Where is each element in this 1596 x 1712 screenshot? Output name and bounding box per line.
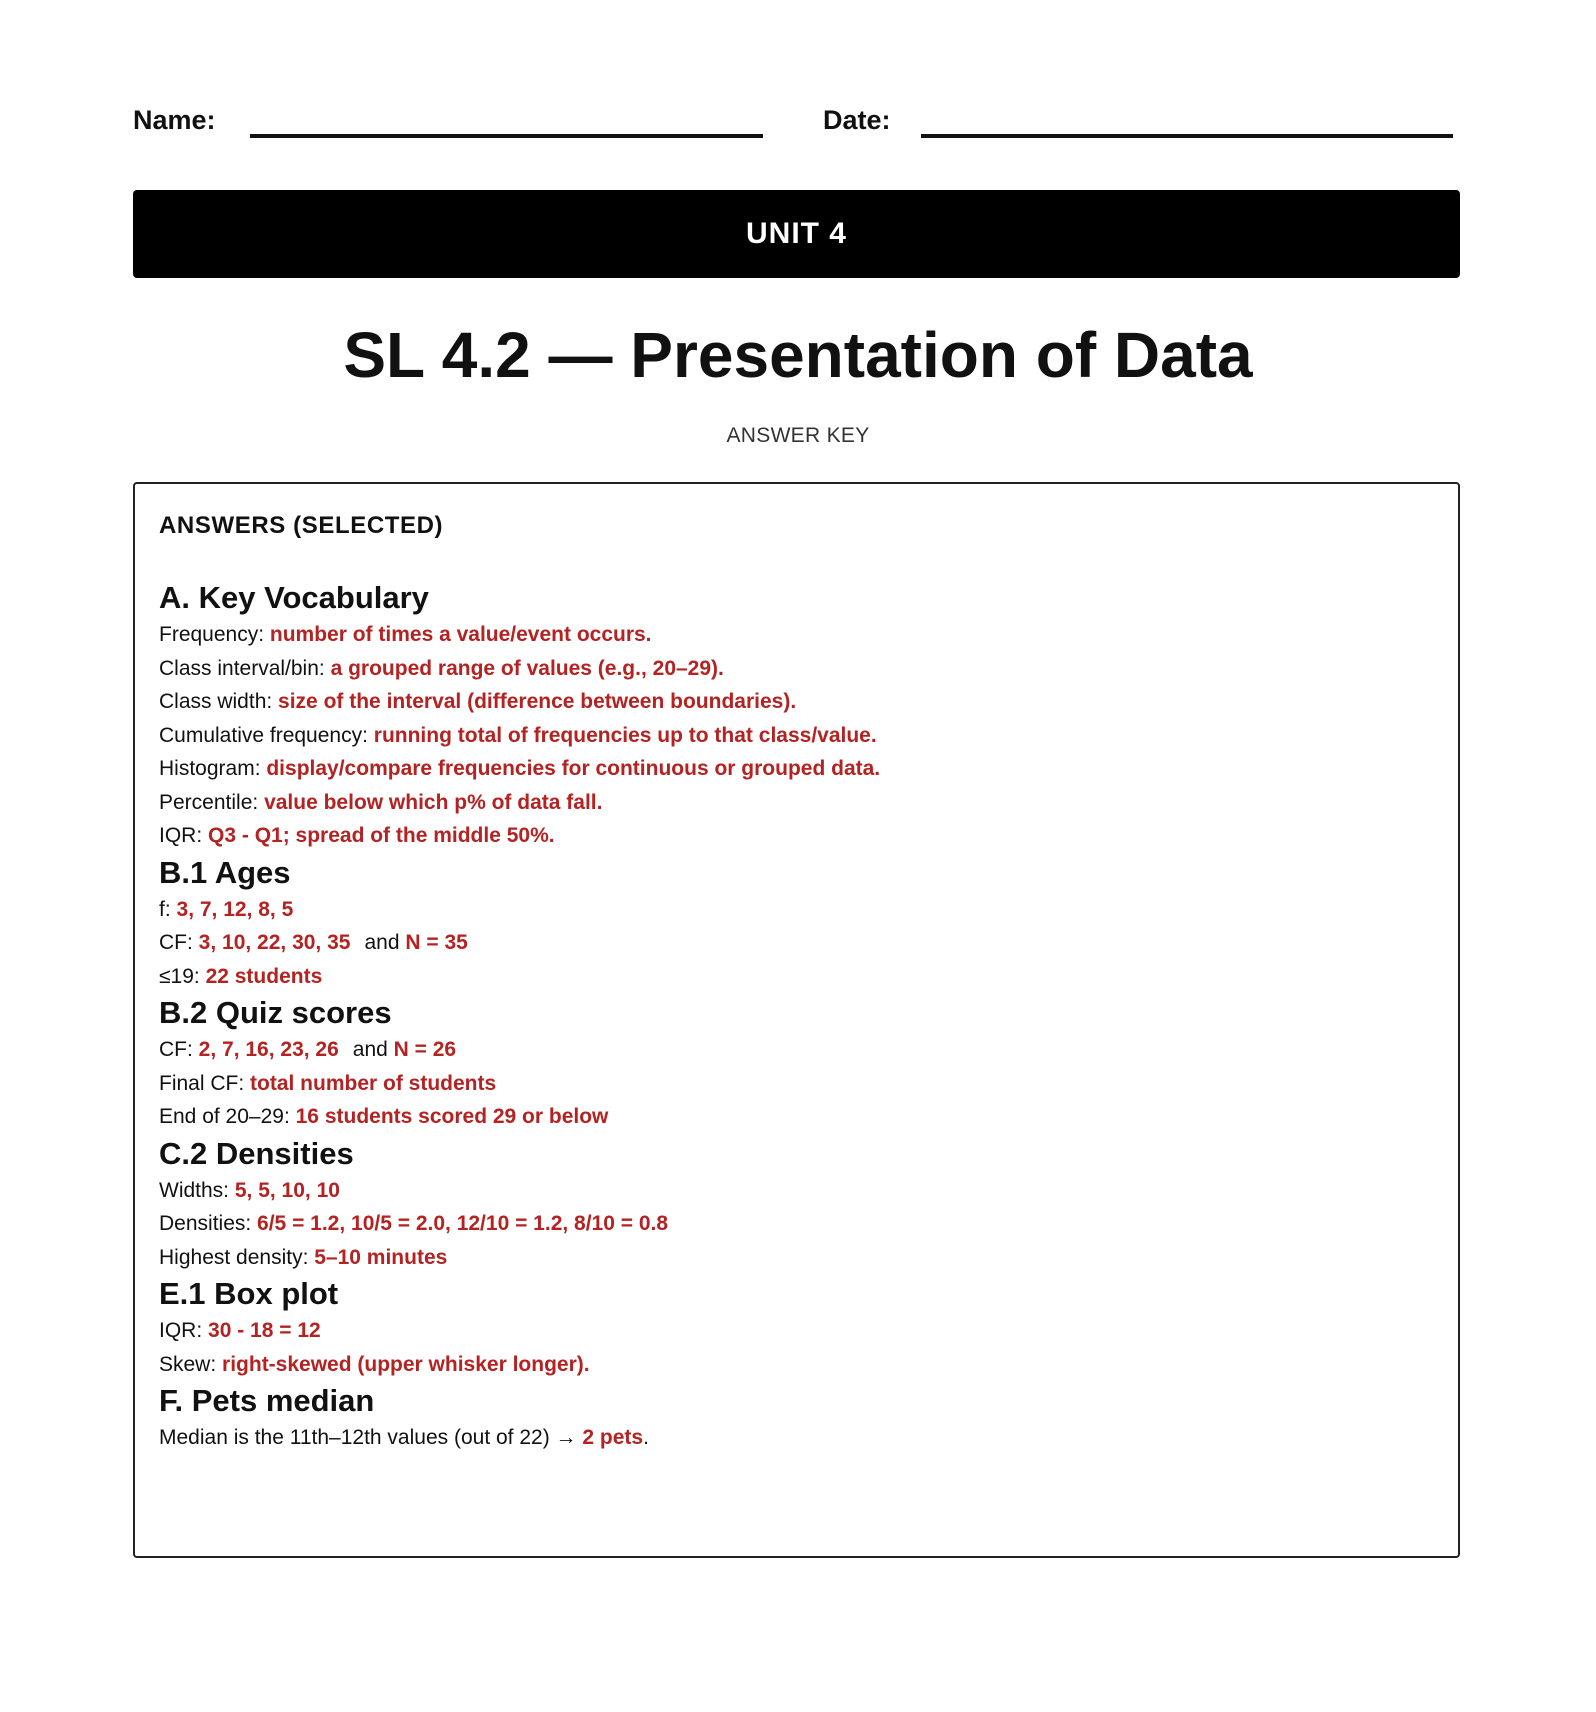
answer-value: 16 students scored 29 or below — [295, 1105, 609, 1128]
section-title: B.1 Ages — [159, 854, 291, 890]
name-label: Name: — [133, 105, 216, 135]
answer-label: CF: — [159, 1038, 199, 1061]
answer-value: 6/5 = 1.2, 10/5 = 2.0, 12/10 = 1.2, 8/10 = 0.8 — [257, 1212, 669, 1235]
answer-line — [159, 960, 1434, 994]
section-key-vocabulary — [159, 578, 1434, 853]
answer-label: CF: — [159, 931, 199, 954]
answer-label: Widths: — [159, 1178, 235, 1202]
section-ages — [159, 853, 1434, 994]
answers-heading: ANSWERS (SELECTED) — [159, 512, 444, 539]
answer-label: Histogram: — [159, 757, 267, 780]
answer-line — [159, 1241, 1434, 1275]
answer-label: Percentile: — [159, 790, 265, 814]
answer-value: Q3 - Q1; spread of the middle 50%. — [208, 824, 555, 847]
answer-suffix: . — [643, 1426, 649, 1449]
answer-value: number of times a value/event occurs. — [269, 623, 652, 646]
answer-label: Densities: — [159, 1212, 258, 1235]
answer-label: End of 20–29: — [159, 1105, 296, 1128]
answer-label: Class interval/bin: — [159, 656, 331, 680]
answer-label: ≤19: — [159, 964, 206, 988]
answer-value: 3, 10, 22, 30, 35 — [198, 931, 351, 954]
page-title: SL 4.2 — Presentation of Data — [343, 319, 1253, 391]
section-box-plot — [159, 1274, 1434, 1381]
section-title: C.2 Densities — [159, 1135, 354, 1171]
date-label: Date: — [823, 105, 891, 135]
answer-value: 5–10 minutes — [314, 1245, 448, 1269]
section-quiz-scores — [159, 993, 1434, 1134]
answer-line — [159, 1314, 1434, 1348]
page-subtitle: ANSWER KEY — [726, 424, 870, 447]
answer-value: value below which p% of data fall. — [264, 790, 603, 814]
answer-line — [159, 685, 1434, 719]
section-title: A. Key Vocabulary — [159, 580, 429, 615]
answer-value: 2, 7, 16, 23, 26 — [198, 1038, 339, 1061]
section-densities — [159, 1134, 1434, 1275]
unit-banner — [133, 190, 1460, 278]
answer-label: Final CF: — [159, 1071, 251, 1095]
answer-label: Median is the 11th–12th values (out of 22) → — [159, 1426, 583, 1449]
name-field-line[interactable] — [250, 134, 763, 138]
section-title: F. Pets median — [159, 1383, 375, 1418]
name-date-row — [133, 102, 1460, 142]
section-title: B.2 Quiz scores — [159, 995, 392, 1030]
answer-line — [159, 1067, 1434, 1101]
answer-label: IQR: — [159, 1319, 209, 1342]
answer-line — [159, 893, 1434, 927]
answer-value: running total of frequencies up to that class/value. — [373, 723, 877, 747]
answer-value: N = 35 — [405, 931, 468, 954]
answer-line — [159, 1033, 1434, 1067]
answer-value: 2 pets — [582, 1426, 644, 1449]
answers-box — [133, 482, 1460, 1558]
answer-line — [159, 618, 1434, 652]
answer-value: 5, 5, 10, 10 — [234, 1178, 340, 1202]
answer-line — [159, 819, 1434, 853]
answer-line — [159, 1348, 1434, 1382]
answer-line — [159, 1207, 1434, 1241]
answer-value: a grouped range of values (e.g., 20–29). — [330, 656, 724, 680]
answer-line — [159, 1100, 1434, 1134]
date-field-line[interactable] — [921, 134, 1453, 138]
answer-value: N = 26 — [393, 1038, 457, 1061]
answer-connector: and — [364, 931, 406, 954]
answer-label: Class width: — [159, 690, 279, 713]
answer-connector: and — [352, 1038, 394, 1061]
answer-label: Skew: — [159, 1352, 223, 1376]
answer-value: 22 students — [205, 964, 323, 988]
answer-line — [159, 719, 1434, 753]
answer-label: Frequency: — [159, 623, 270, 646]
unit-banner-text: UNIT 4 — [745, 217, 847, 250]
answer-value: right-skewed (upper whisker longer). — [222, 1352, 590, 1376]
section-pets-median — [159, 1381, 1434, 1455]
section-title: E.1 Box plot — [159, 1276, 339, 1311]
answer-line — [159, 652, 1434, 686]
answer-label: IQR: — [159, 824, 209, 847]
answer-value: 30 - 18 = 12 — [208, 1319, 321, 1342]
answer-label: f: — [159, 897, 177, 921]
answer-line — [159, 752, 1434, 786]
answer-line — [159, 926, 1434, 960]
answer-line — [159, 1421, 1434, 1455]
answer-value: 3, 7, 12, 8, 5 — [176, 897, 294, 921]
answer-value: display/compare frequencies for continuous or grouped data. — [266, 757, 881, 780]
answer-line — [159, 1174, 1434, 1208]
answer-line — [159, 786, 1434, 820]
answer-value: total number of students — [250, 1071, 497, 1095]
answer-value: size of the interval (difference between boundaries). — [278, 690, 797, 713]
answer-label: Highest density: — [159, 1245, 315, 1269]
answer-label: Cumulative frequency: — [159, 723, 374, 747]
